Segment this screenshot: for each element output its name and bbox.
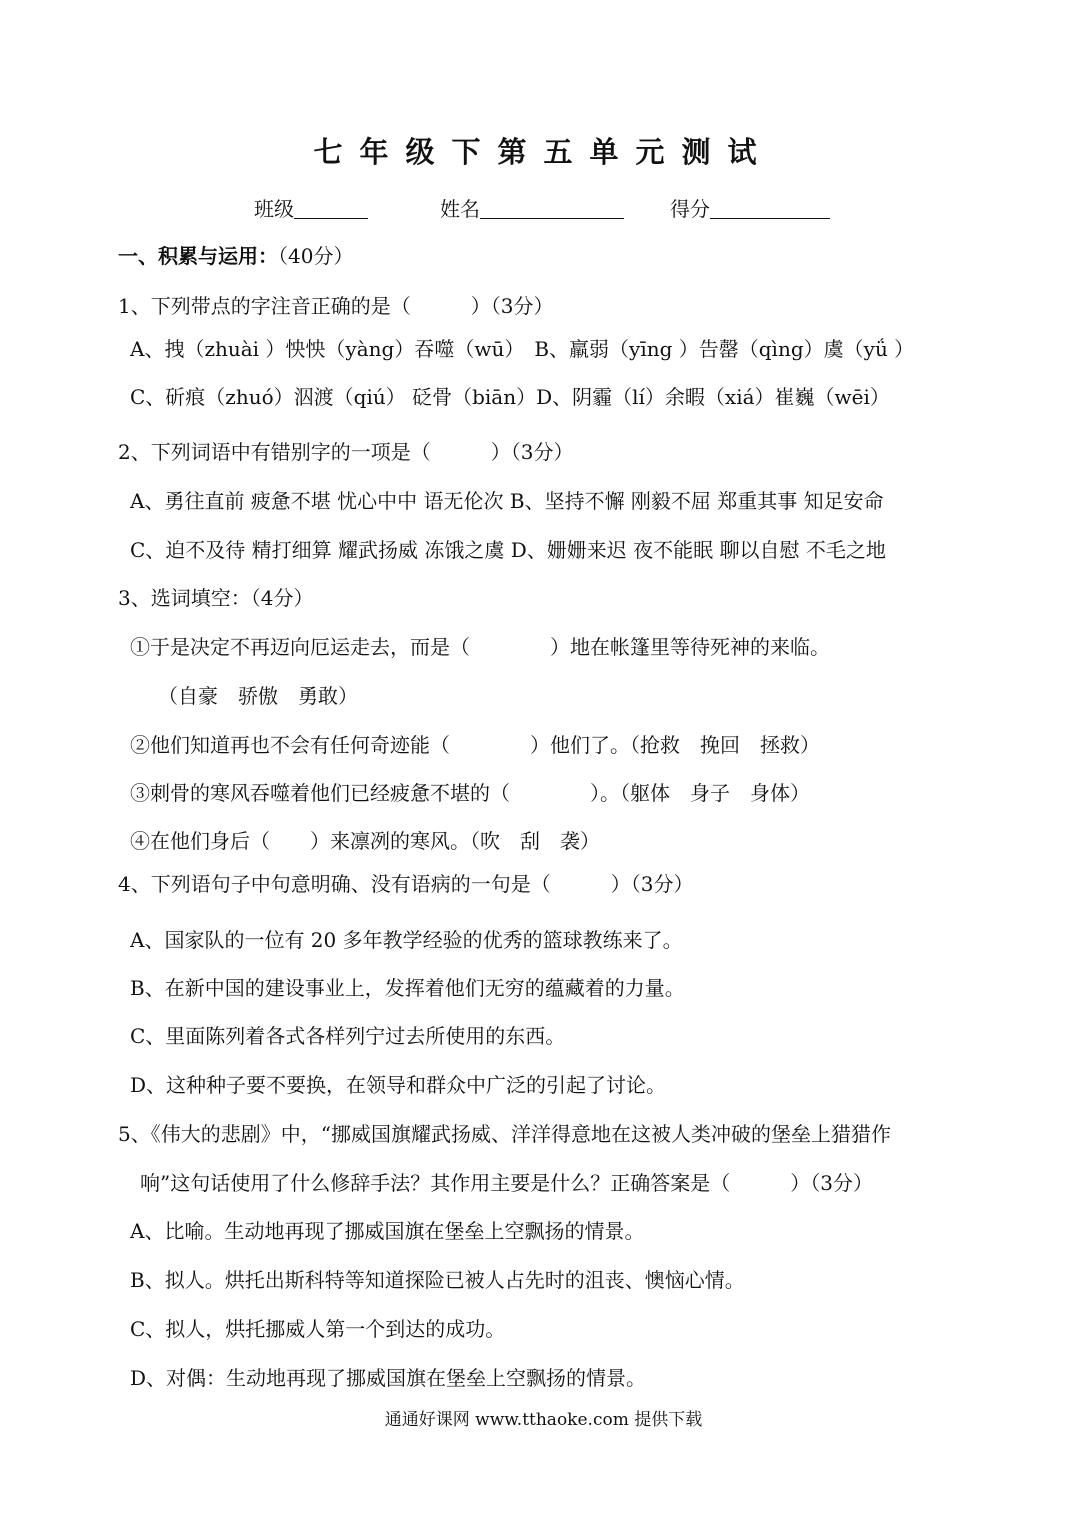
q1-option-cd: C、斫痕（zhuó）泅渡（qiú） 砭骨（biān）D、阴霾（lí）余暇（xiá）崔巍（wēi） xyxy=(130,385,890,409)
name-field xyxy=(440,196,624,222)
q5-option-c: C、拟人，烘托挪威人第一个到达的成功。 xyxy=(130,1317,506,1341)
q5-stem-line2: 响”这句话使用了什么修辞手法？其作用主要是什么？正确答案是（ ）（3分） xyxy=(140,1171,873,1195)
name-label: 姓名 xyxy=(440,197,480,221)
score-blank xyxy=(710,198,830,219)
q4-option-a: A、国家队的一位有 20 多年教学经验的优秀的篮球教练来了。 xyxy=(130,928,683,952)
footer-source: 通通好课网 www.tthaoke.com 提供下载 xyxy=(384,1410,703,1430)
q4-option-b: B、在新中国的建设事业上，发挥着他们无穷的蕴藏着的力量。 xyxy=(130,976,685,1000)
q3-item-1: ①于是决定不再迈向厄运走去，而是（ ）地在帐篷里等待死神的来临。 xyxy=(130,635,830,659)
q1-stem: 1、下列带点的字注音正确的是（ ）（3分） xyxy=(118,294,554,318)
q2-option-ab: A、勇往直前 疲惫不堪 忧心中中 语无伦次 B、坚持不懈 刚毅不屈 郑重其事 知足安命 xyxy=(130,489,884,513)
q4-stem: 4、下列语句子中句意明确、没有语病的一句是（ ）（3分） xyxy=(118,872,694,896)
score-label: 得分 xyxy=(670,197,710,221)
section-heading-text: 一、积累与运用： xyxy=(118,244,278,268)
q5-stem-line1: 5、《伟大的悲剧》中，“挪威国旗耀武扬威、洋洋得意地在这被人类冲破的堡垒上猎猎作 xyxy=(118,1122,891,1146)
score-field xyxy=(670,196,830,222)
section-heading xyxy=(118,243,353,269)
q3-item-3: ③刺骨的寒风吞噬着他们已经疲惫不堪的（ ）。（躯体 身子 身体） xyxy=(130,781,810,805)
q1-option-ab: A、拽（zhuài ）怏怏（yàng）吞噬（wū） B、羸弱（yīng ）告罄（qìng）虞（yǘ ） xyxy=(130,337,915,361)
q3-stem: 3、选词填空：（4分） xyxy=(118,586,314,610)
class-field xyxy=(254,196,368,222)
class-blank xyxy=(294,198,368,219)
page-title: 七年级下第五单元测试 xyxy=(313,135,774,169)
name-blank xyxy=(480,198,624,219)
section-points: （40分） xyxy=(278,244,354,268)
q3-item-2: ②他们知道再也不会有任何奇迹能（ ）他们了。（抢救 挽回 拯救） xyxy=(130,733,820,757)
q2-stem: 2、下列词语中有错别字的一项是（ ）（3分） xyxy=(118,440,574,464)
q4-option-c: C、里面陈列着各式各样列宁过去所使用的东西。 xyxy=(130,1024,566,1048)
class-label: 班级 xyxy=(254,197,294,221)
q3-item-1-options: （自豪 骄傲 勇敢） xyxy=(158,684,358,708)
q5-option-a: A、比喻。生动地再现了挪威国旗在堡垒上空飘扬的情景。 xyxy=(130,1219,645,1243)
q5-option-b: B、拟人。烘托出斯科特等知道探险已被人占先时的沮丧、懊恼心情。 xyxy=(130,1268,745,1292)
q3-item-4: ④在他们身后（ ）来凛冽的寒风。（吹 刮 袭） xyxy=(130,829,600,853)
q5-option-d: D、对偶：生动地再现了挪威国旗在堡垒上空飘扬的情景。 xyxy=(130,1366,647,1390)
q4-option-d: D、这种种子要不要换，在领导和群众中广泛的引起了讨论。 xyxy=(130,1073,667,1097)
q2-option-cd: C、迫不及待 精打细算 耀武扬威 冻饿之虞 D、姗姗来迟 夜不能眠 聊以自慰 不毛之地 xyxy=(130,538,886,562)
